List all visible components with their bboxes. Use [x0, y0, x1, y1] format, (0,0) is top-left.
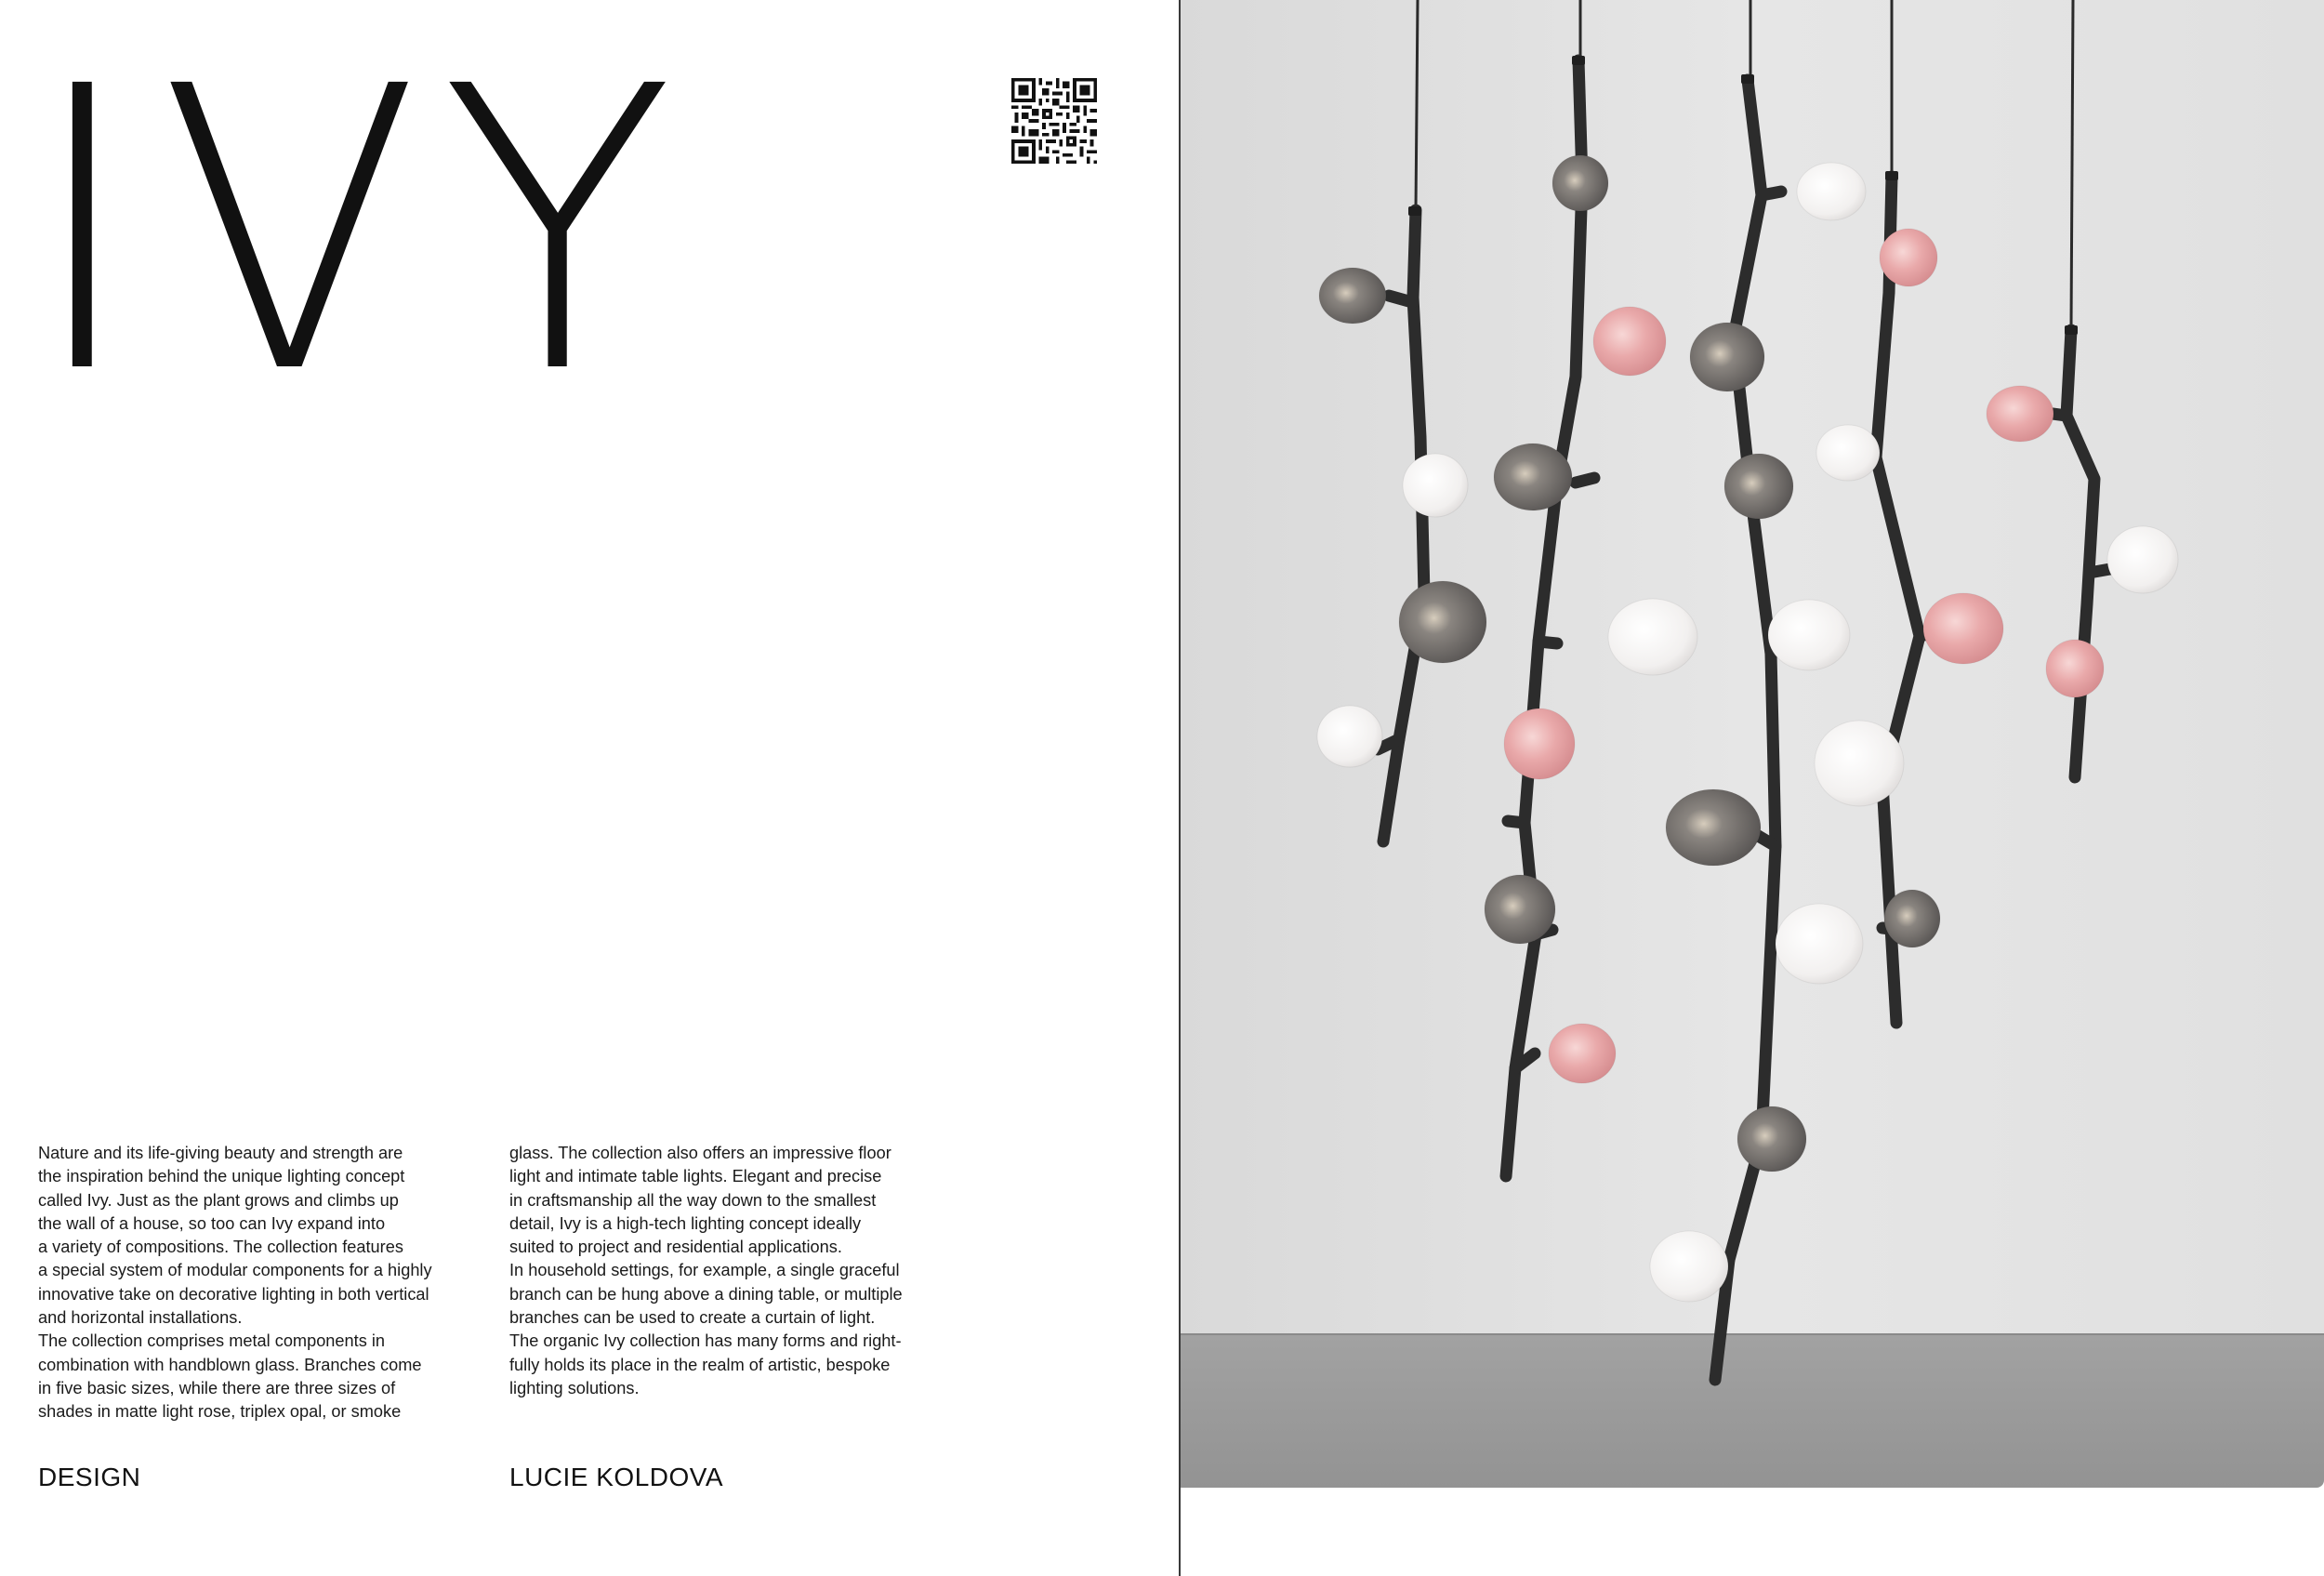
text-line: in five basic sizes, while there are three sizes of	[38, 1378, 396, 1397]
smoke-glass-shade	[1319, 268, 1386, 324]
text-line: and horizontal installations.	[38, 1308, 243, 1328]
opal-glass-shade	[1650, 1231, 1728, 1302]
rose-glass-shade	[1504, 709, 1575, 779]
text-line: combination with handblown glass. Branches come	[38, 1355, 422, 1374]
text-line: the inspiration behind the unique lighting concept	[38, 1167, 405, 1186]
smoke-glass-shade	[1494, 444, 1572, 510]
smoke-glass-shade	[1690, 323, 1764, 391]
text-line: branch can be hung above a dining table, or multiple	[509, 1284, 903, 1304]
opal-glass-shade	[1768, 600, 1850, 670]
rose-glass-shade	[1923, 593, 2003, 664]
text-line: in craftsmanship all the way down to the smallest	[509, 1190, 877, 1210]
text-line: The organic Ivy collection has many forms and right-	[509, 1331, 902, 1351]
rose-glass-shade	[1987, 386, 2053, 442]
rose-glass-shade	[1880, 229, 1937, 286]
opal-glass-shade	[1317, 706, 1382, 767]
rose-glass-shade	[1593, 307, 1666, 376]
text-line: light and intimate table lights. Elegant and precise	[509, 1167, 882, 1186]
rose-glass-shade	[2046, 640, 2104, 697]
smoke-glass-shade	[1552, 155, 1608, 211]
text-line: suited to project and residential applications.	[509, 1238, 842, 1257]
body-text-column-1	[38, 1142, 484, 1424]
rose-glass-shade	[1549, 1024, 1616, 1083]
text-line: called Ivy. Just as the plant grows and climbs up	[38, 1190, 399, 1210]
text-line: fully holds its place in the realm of artistic, bespoke	[509, 1355, 891, 1374]
page-title: IVY	[26, 5, 695, 459]
text-line: detail, Ivy is a high-tech lighting concept ideally	[509, 1213, 862, 1233]
smoke-glass-shade	[1399, 581, 1486, 663]
opal-glass-shade	[1815, 721, 1904, 806]
text-line: a variety of compositions. The collection features	[38, 1238, 403, 1257]
text-line: the wall of a house, so too can Ivy expand into	[38, 1213, 386, 1233]
designer-name: LUCIE KOLDOVA	[509, 1463, 724, 1491]
opal-glass-shade	[1608, 599, 1697, 675]
text-line: innovative take on decorative lighting in both vertical	[38, 1284, 429, 1304]
opal-glass-shade	[1816, 425, 1880, 481]
opal-glass-shade	[1776, 904, 1863, 984]
design-label: DESIGN	[38, 1463, 141, 1491]
text-line: The collection comprises metal components in	[38, 1331, 386, 1351]
text-line: a special system of modular components for a highly	[38, 1261, 432, 1280]
product-photo	[1181, 0, 2324, 1488]
text-line: lighting solutions.	[509, 1378, 640, 1397]
body-text-column-2	[509, 1142, 956, 1400]
text-line: Nature and its life-giving beauty and strength are	[38, 1144, 403, 1162]
smoke-glass-shade	[1666, 789, 1761, 866]
smoke-glass-shade	[1724, 454, 1793, 519]
text-line: glass. The collection also offers an impressive floor	[509, 1144, 891, 1162]
qr-code-icon	[1011, 78, 1097, 164]
opal-glass-shade	[2107, 526, 2178, 593]
floor	[1181, 1334, 2324, 1488]
smoke-glass-shade	[1485, 875, 1555, 944]
text-line: branches can be used to create a curtain of light.	[509, 1308, 876, 1328]
opal-glass-shade	[1403, 454, 1468, 517]
text-line: In household settings, for example, a single graceful	[509, 1261, 900, 1280]
smoke-glass-shade	[1737, 1106, 1806, 1172]
left-page	[0, 0, 1179, 1550]
smoke-glass-shade	[1884, 890, 1940, 947]
text-line: shades in matte light rose, triplex opal, or smoke	[38, 1402, 402, 1422]
opal-glass-shade	[1797, 163, 1866, 220]
